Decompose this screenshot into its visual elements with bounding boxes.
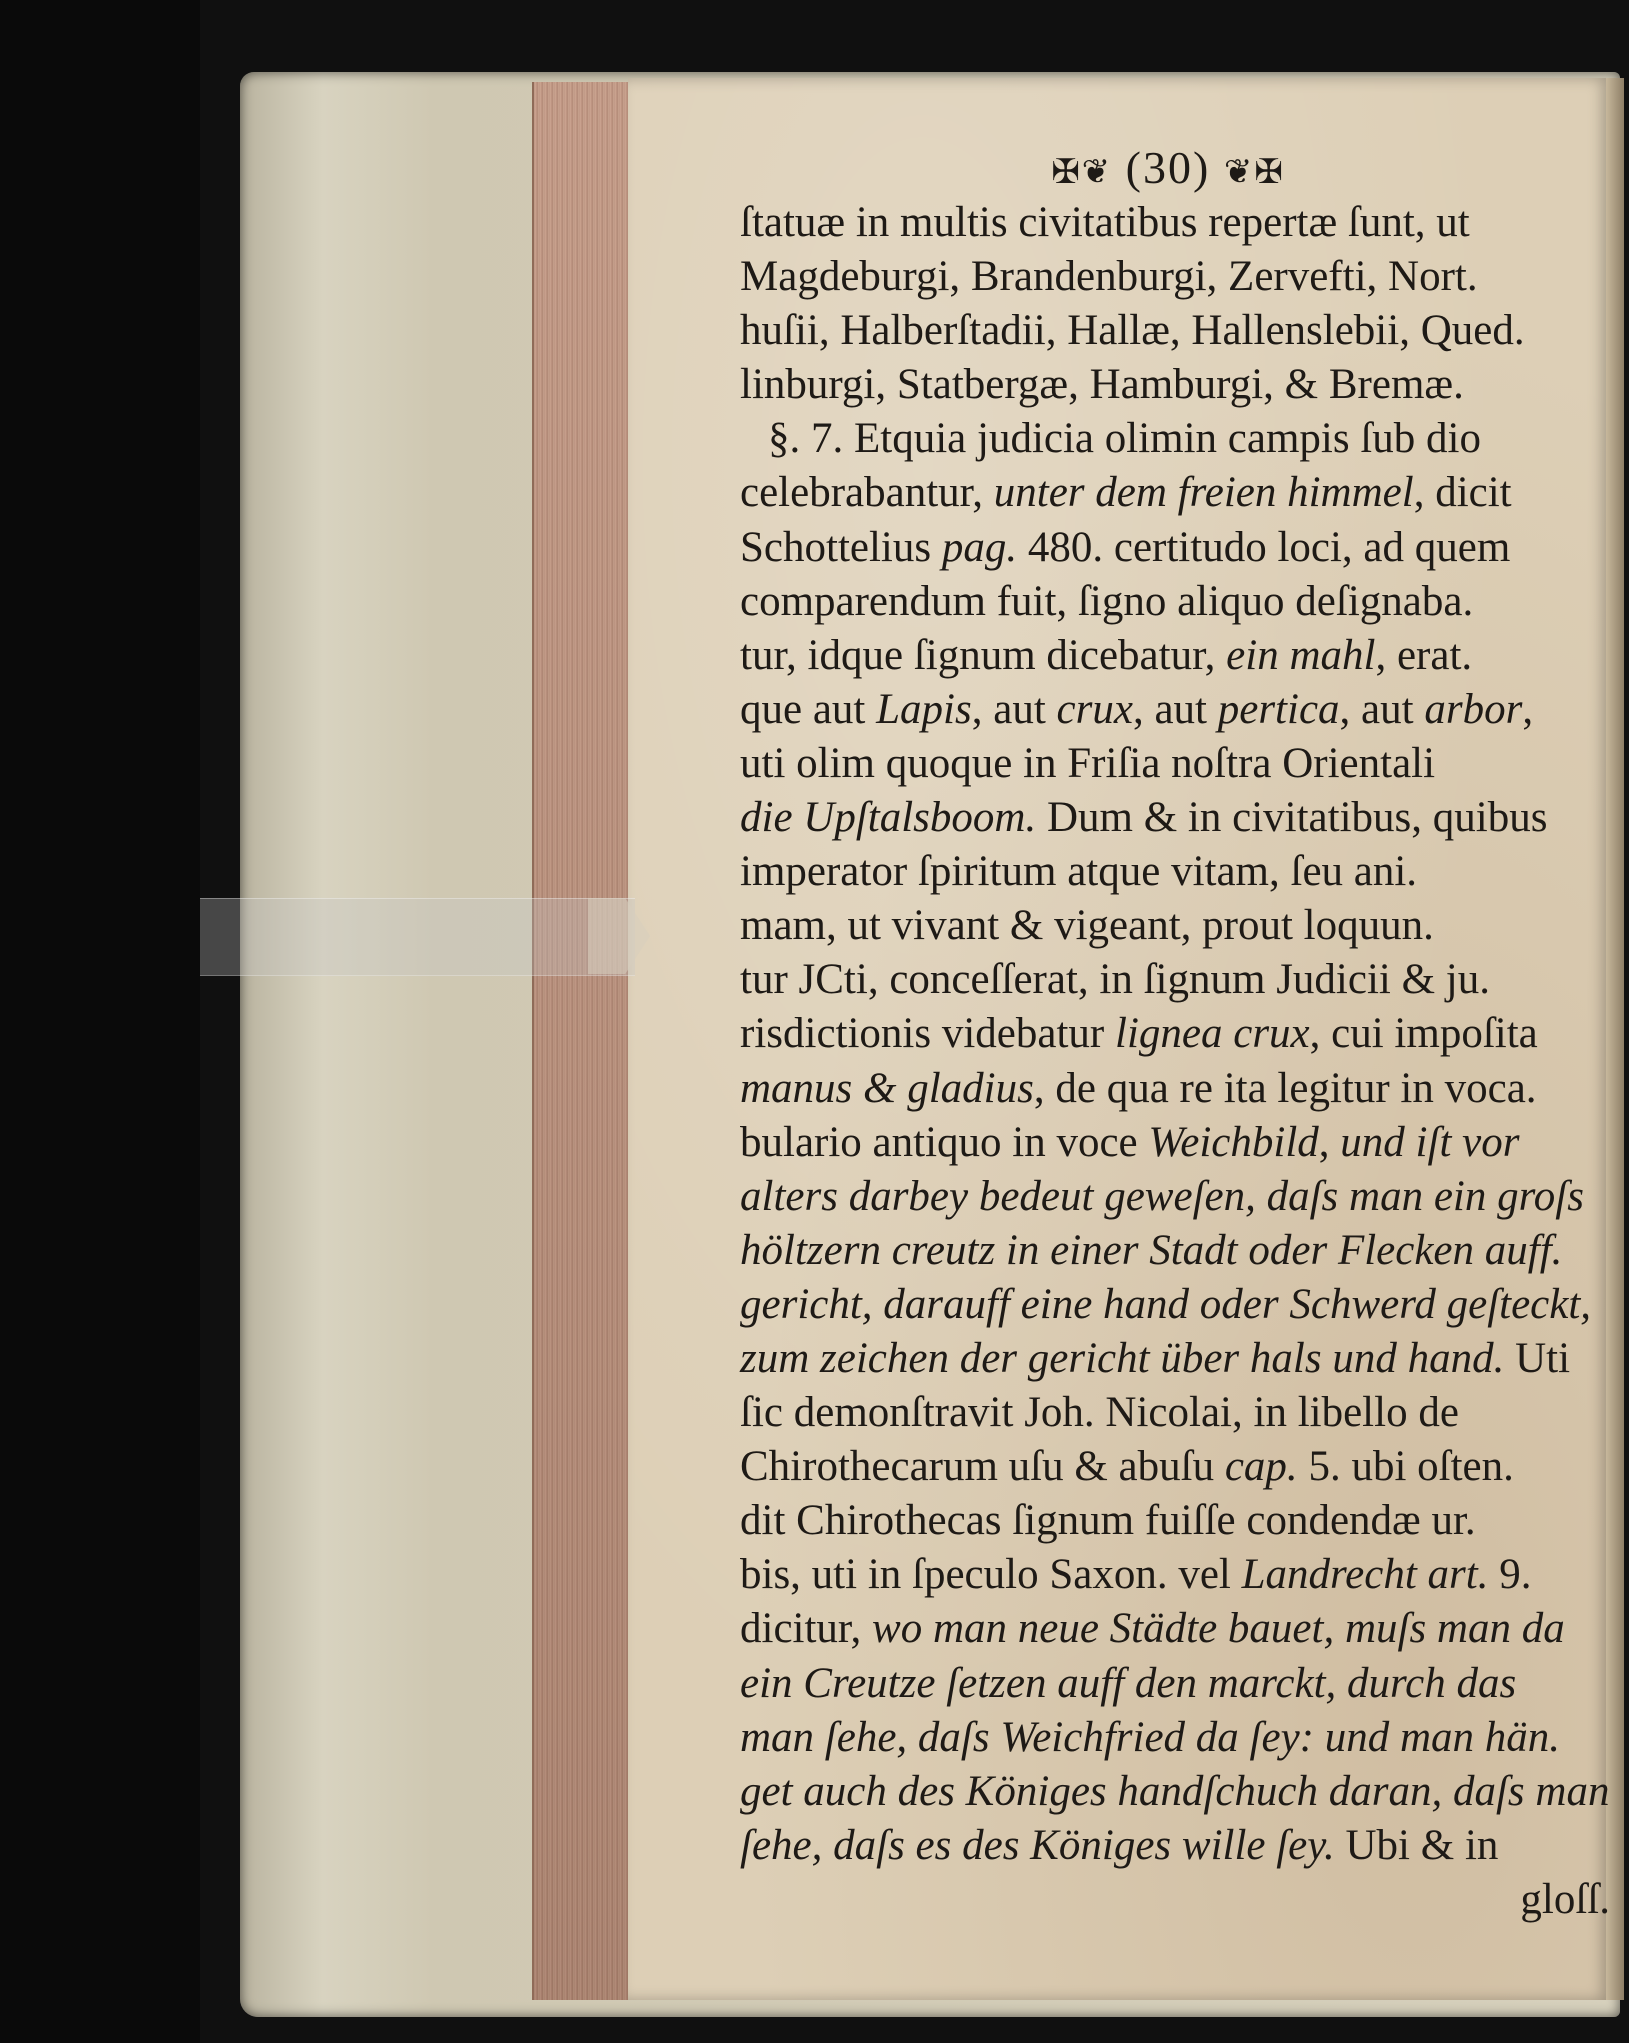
text-segment: ſic demonſtravit Joh. Nicolai, in libello de xyxy=(740,1389,1459,1437)
text-segment: bulario antiquo in voce xyxy=(740,1118,1149,1166)
text-segment: , aut xyxy=(1339,685,1425,733)
text-line xyxy=(740,1062,1608,1116)
text-line xyxy=(740,466,1608,520)
text-segment: 9. xyxy=(1488,1551,1532,1599)
text-segment: , xyxy=(1318,1118,1341,1166)
text-segment: , cui impoſita xyxy=(1309,1010,1538,1058)
text-segment: §. 7. Etquia judicia olimin campis ſub dio xyxy=(768,415,1481,463)
text-segment: Chirothecarum uſu & abuſu xyxy=(740,1443,1225,1491)
text-segment: linburgi, Statbergæ, Hamburgi, & Bremæ. xyxy=(740,361,1464,409)
text-line xyxy=(740,629,1608,683)
catchword: gloſſ. xyxy=(1520,1875,1610,1923)
text-segment: Magdeburgi, Brandenburgi, Zervefti, Nort. xyxy=(740,253,1478,301)
text-segment: bis, uti in ſpeculo Saxon. vel xyxy=(740,1551,1242,1599)
ornament-left-icon: ✠❦ xyxy=(1051,152,1113,192)
text-segment: , aut xyxy=(971,685,1057,733)
text-line xyxy=(740,358,1608,412)
text-segment: imperator ſpiritum atque vitam, ſeu ani. xyxy=(740,848,1418,896)
text-line xyxy=(740,1494,1608,1548)
ornament-right-icon: ❦✠ xyxy=(1223,152,1285,192)
italic-segment: lignea crux xyxy=(1115,1010,1310,1058)
italic-segment: die Upſtalsboom. xyxy=(740,794,1037,842)
italic-segment: crux xyxy=(1056,685,1133,733)
italic-segment: zum zeichen der gericht über hals und hand. xyxy=(740,1334,1505,1382)
text-line xyxy=(740,1819,1608,1873)
italic-segment: alters darbey bedeut geweſen, daſs man ein groſs xyxy=(740,1172,1584,1220)
text-segment: 5. ubi oſten. xyxy=(1297,1443,1514,1491)
text-segment: que aut xyxy=(740,685,877,733)
text-segment: Uti xyxy=(1504,1334,1571,1382)
text-segment: 480. certitudo loci, ad quem xyxy=(1017,523,1511,571)
italic-segment: pertica xyxy=(1217,685,1340,733)
text-line xyxy=(740,1657,1608,1711)
text-segment: comparendum fuit, ſigno aliquo deſignaba. xyxy=(740,577,1474,625)
text-segment: Schottelius xyxy=(740,523,942,571)
text-segment: dicitur, xyxy=(740,1605,873,1653)
text-line xyxy=(740,1170,1608,1224)
italic-segment: höltzern creutz in einer Stadt oder Flecken auff. xyxy=(740,1226,1563,1274)
text-segment: mam, ut vivant & vigeant, prout loquun. xyxy=(740,902,1434,950)
text-line xyxy=(740,304,1608,358)
italic-segment: arbor xyxy=(1424,685,1523,733)
text-line xyxy=(740,791,1608,845)
text-line xyxy=(740,521,1608,575)
italic-segment: ſehe, daſs es des Königes wille ſey. xyxy=(740,1821,1335,1869)
text-line xyxy=(740,1332,1608,1386)
text-line xyxy=(740,1711,1608,1765)
text-line xyxy=(740,1007,1608,1061)
text-segment: huſii, Halberſtadii, Hallæ, Hallenslebii, Qued. xyxy=(740,307,1525,355)
text-segment: tur JCti, conceſſerat, in ſignum Judicii & ju. xyxy=(740,956,1491,1004)
text-segment: ſtatuæ in multis civitatibus repertæ ſunt, ut xyxy=(740,199,1470,246)
italic-segment: wo man neue Städte bauet, muſs man da xyxy=(872,1605,1565,1653)
text-line xyxy=(740,575,1608,629)
text-line xyxy=(740,1765,1608,1819)
italic-segment: Landrecht art. xyxy=(1241,1551,1489,1599)
italic-segment: ein mahl xyxy=(1226,631,1376,679)
text-segment: , de qua re ita legitur in voca. xyxy=(1033,1064,1537,1112)
text-line xyxy=(740,412,1608,466)
italic-segment: Lapis xyxy=(876,685,972,733)
text-line xyxy=(740,1602,1608,1656)
italic-segment: manus & gladius xyxy=(740,1064,1034,1112)
text-line xyxy=(740,250,1608,304)
running-head xyxy=(720,140,1616,196)
italic-segment: cap. xyxy=(1224,1443,1298,1491)
text-segment: , dicit xyxy=(1413,469,1512,517)
text-segment: risdictionis videbatur xyxy=(740,1010,1115,1058)
text-segment: Dum & in civitatibus, quibus xyxy=(1036,794,1548,842)
text-block xyxy=(740,140,1616,1927)
text-segment: , xyxy=(1522,685,1534,733)
text-line xyxy=(740,196,1608,250)
italic-segment: get auch des Königes handſchuch daran, daſs man xyxy=(740,1767,1610,1815)
page-fore-edge xyxy=(532,82,630,2000)
transparent-page-holder xyxy=(200,898,635,976)
scan-background xyxy=(0,0,200,2043)
text-line xyxy=(740,1386,1608,1440)
italic-segment: ein Creutze ſetzen auff den marckt, durch das xyxy=(740,1659,1517,1707)
text-line xyxy=(740,899,1608,953)
text-line xyxy=(740,1224,1608,1278)
text-line xyxy=(740,737,1608,791)
italic-segment: gericht, darauff eine hand oder Schwerd geſteckt, xyxy=(740,1280,1592,1328)
text-segment: , aut xyxy=(1132,685,1218,733)
text-segment: celebrabantur, xyxy=(740,469,994,517)
text-line xyxy=(740,845,1608,899)
text-segment: Ubi & in xyxy=(1334,1821,1499,1869)
italic-segment: und iſt vor xyxy=(1340,1118,1520,1166)
italic-segment: Weichbild xyxy=(1148,1118,1319,1166)
text-line xyxy=(740,1548,1608,1602)
text-line xyxy=(740,1278,1608,1332)
italic-segment: pag. xyxy=(941,523,1018,571)
text-segment: , erat. xyxy=(1375,631,1473,679)
italic-segment: unter dem freien himmel xyxy=(993,469,1414,517)
page-number: (30) xyxy=(1125,142,1211,193)
text-line xyxy=(740,683,1608,737)
italic-segment: man ſehe, daſs Weichfried da ſey: und man hän. xyxy=(740,1713,1561,1761)
text-line xyxy=(740,1440,1608,1494)
text-line xyxy=(740,1116,1608,1170)
text-line xyxy=(740,953,1608,1007)
text-segment: tur, idque ſignum dicebatur, xyxy=(740,631,1227,679)
text-segment: uti olim quoque in Friſia noſtra Orientali xyxy=(740,739,1436,787)
text-segment: dit Chirothecas ſignum fuiſſe condendæ ur. xyxy=(740,1497,1476,1545)
